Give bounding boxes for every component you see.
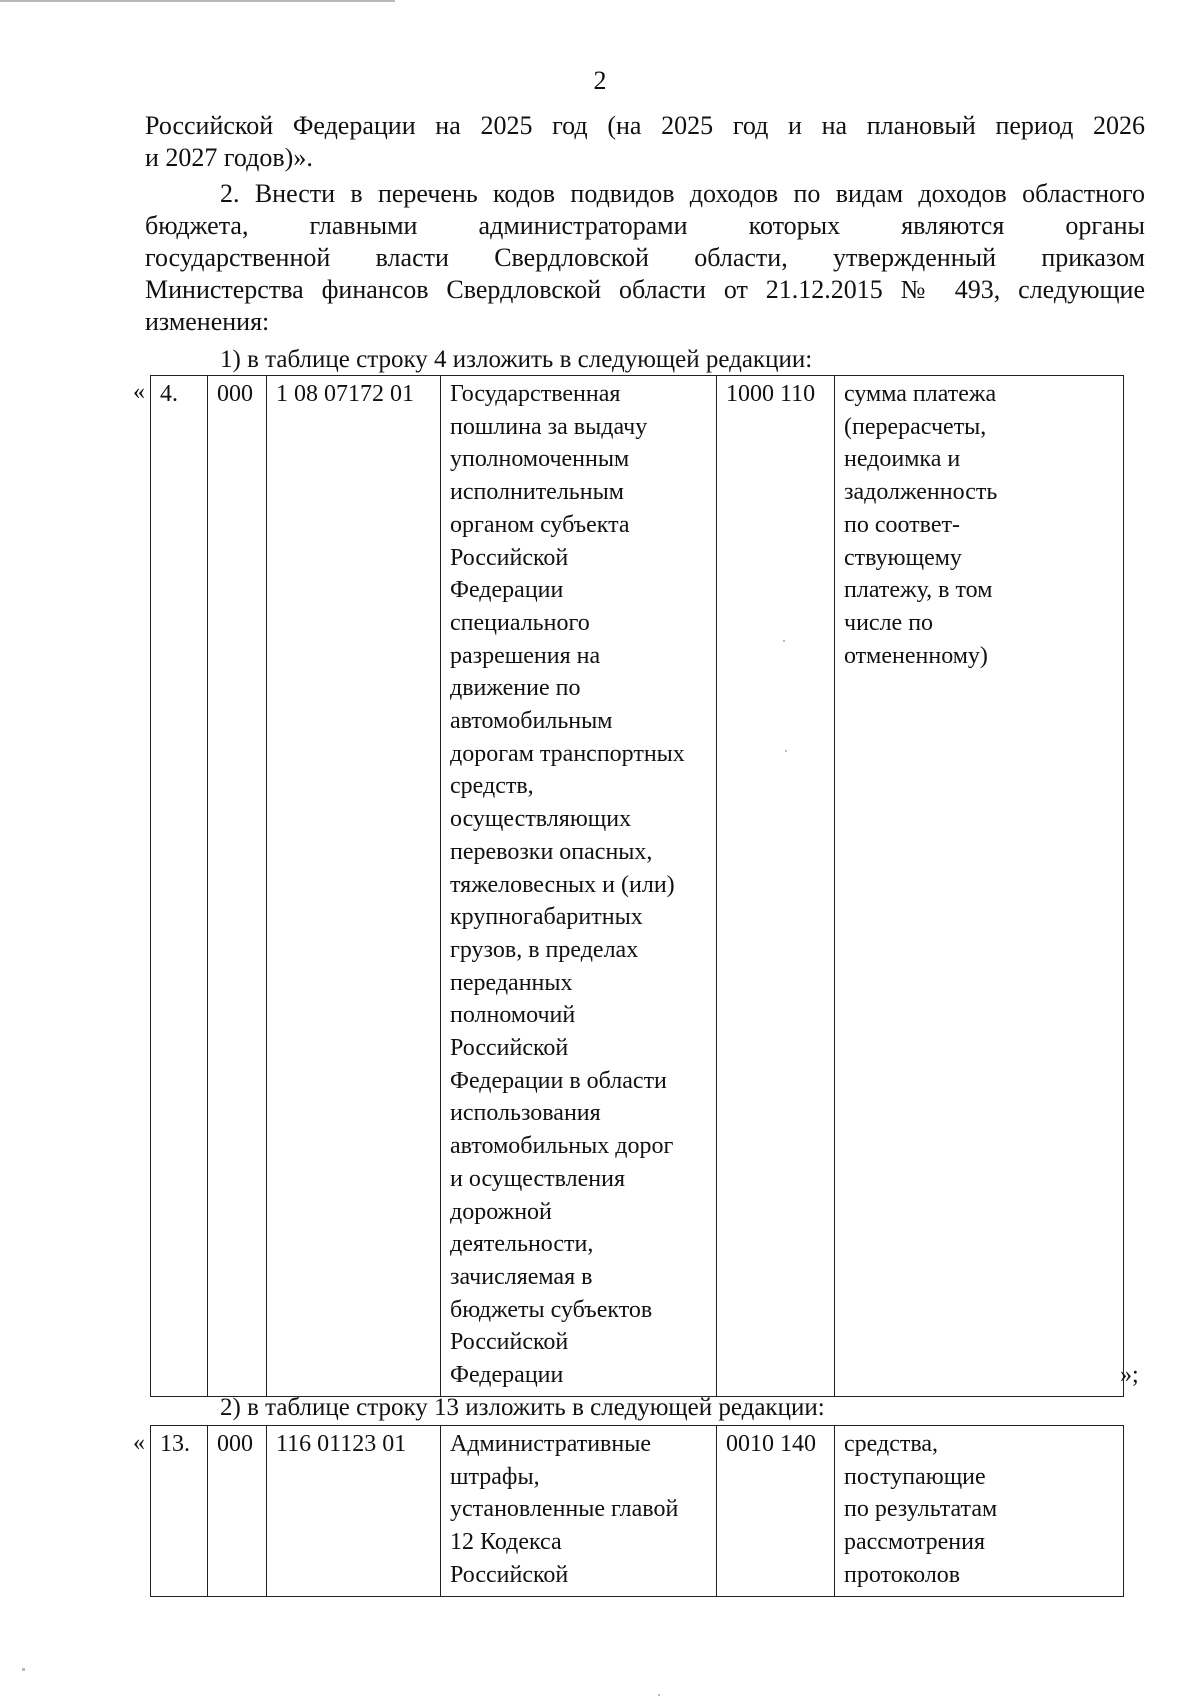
note-cell: средства, поступающие по результатам рассмотрения протоколов: [835, 1426, 1124, 1597]
revenue-code-cell: 1 08 07172 01: [267, 376, 441, 1397]
revenue-code-cell: 116 01123 01: [267, 1426, 441, 1597]
scan-dust-speck: [22, 1668, 25, 1671]
subtype-code-cell: 0010 140: [717, 1426, 835, 1597]
text-line: и 2027 годов)».: [145, 143, 313, 172]
text-line: Российской Федерации на 2025 год (на 2025 год и на плановый период 2026: [145, 111, 1145, 140]
closing-quote: »;: [1120, 1362, 1139, 1388]
row-number-cell: 13.: [151, 1426, 208, 1597]
scan-edge-line: [0, 0, 395, 2]
scan-dust-speck: [658, 1694, 660, 1696]
codes-table: [150, 1425, 1124, 1597]
intro-paragraph: [145, 110, 1145, 174]
opening-quote: «: [133, 1430, 145, 1456]
admin-code-cell: 000: [208, 376, 267, 1397]
paragraph-2: [145, 178, 1145, 338]
table-row: [151, 376, 1124, 1397]
revenue-name-cell: Административные штрафы, установленные главой 12 Кодекса Российской: [441, 1426, 717, 1597]
table-row: [151, 1426, 1124, 1597]
text-line: Министерства финансов Свердловской области от 21.12.2015 № 493, следующие: [145, 275, 1145, 304]
admin-code-cell: 000: [208, 1426, 267, 1597]
note-cell: сумма платежа (перерасчеты, недоимка и задолженность по соответ- ствующему платежу, в том числе по отмененному): [835, 376, 1124, 1397]
revenue-name-cell: Государственная пошлина за выдачу уполномоченным исполнительным органом субъекта Российской Федерации специального разрешения на движение по автомобильным дорогам транспортных средств, осуществляющих перевозки опасных, тяжеловесных и (или) крупногабаритных грузов, в пределах переданных полномочий Российской Федерации в области использования автомобильных дорог и осуществления дорожной деятельности, зачисляемая в бюджеты субъектов Российской Федерации: [441, 376, 717, 1397]
text-line: изменения:: [145, 307, 270, 336]
opening-quote: «: [133, 379, 145, 405]
row-number-cell: 4.: [151, 376, 208, 1397]
amendment-heading: 1) в таблице строку 4 изложить в следующей редакции:: [220, 346, 813, 373]
text-line: 2. Внести в перечень кодов подвидов доходов по видам доходов областного: [220, 179, 1145, 208]
text-line: бюджета, главными администраторами которых являются органы: [145, 211, 1145, 240]
page-number: 2: [593, 66, 607, 95]
text-line: государственной власти Свердловской области, утвержденный приказом: [145, 243, 1145, 272]
codes-table: [150, 375, 1124, 1397]
amendment-heading: 2) в таблице строку 13 изложить в следующей редакции:: [220, 1394, 825, 1421]
subtype-code-cell: 1000 110: [717, 376, 835, 1397]
